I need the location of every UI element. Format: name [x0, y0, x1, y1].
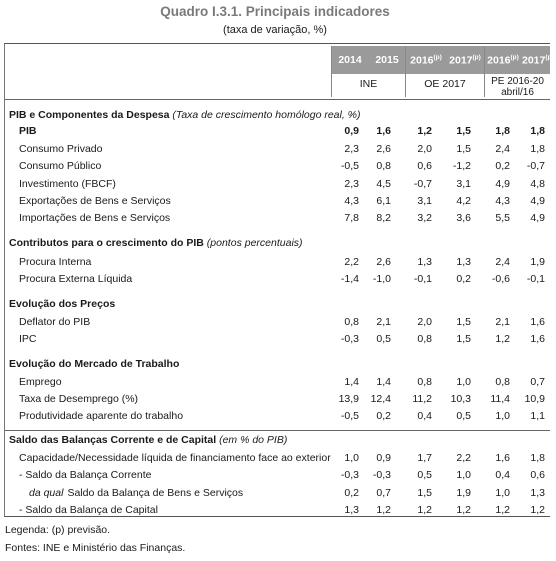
table-row-desemprego: Taxa de Desemprego (%) 13,9 12,4 11,2 10,3 11,4 10,9: [19, 393, 545, 405]
source-oe: OE 2017: [424, 78, 466, 90]
table-row-procura-interna: Procura Interna 2,2 2,6 1,3 1,3 2,4 1,9: [19, 256, 545, 268]
section-rule: [5, 430, 550, 431]
source-ine: INE: [359, 78, 378, 90]
section-mercado-trabalho: Evolução do Mercado de Trabalho: [9, 358, 180, 370]
section-contributos: Contributos para o crescimento do PIB (pontos percentuais): [9, 237, 303, 249]
section-saldo-balancas: Saldo das Balanças Corrente e de Capital (em % do PIB): [9, 434, 288, 446]
col-2014: 2014: [338, 54, 362, 66]
table-row-investimento: Investimento (FBCF) 2,3 4,5 -0,7 3,1 4,9 4,8: [19, 178, 545, 190]
col-2015: 2015: [375, 54, 399, 66]
section-pib: PIB e Componentes da Despesa (Taxa de crescimento homólogo real, %): [9, 109, 361, 121]
table-row-importacoes: Importações de Bens e Serviços 7,8 8,2 3,2 3,6 5,5 4,9: [19, 212, 545, 224]
table-row-deflator: Deflator do PIB 0,8 2,1 2,0 1,5 2,1 1,6: [19, 316, 545, 328]
table-row-consumo-publico: Consumo Público -0,5 0,8 0,6 -1,2 0,2 -0,7: [19, 160, 545, 172]
table-row-ipc: IPC -0,3 0,5 0,8 1,5 1,2 1,6: [19, 333, 545, 345]
table-title: Quadro I.3.1. Principais indicadores: [160, 4, 390, 19]
col-2017-pe: 2017$^{(p)}$: [522, 54, 554, 67]
section-precos: Evolução dos Preços: [9, 298, 116, 310]
table-row-emprego: Emprego 1,4 1,4 0,8 1,0 0,8 0,7: [19, 376, 545, 388]
table-row-capacidade: Capacidade/Necessidade líquida de financiamento face ao exterior 1,0 0,9 1,7 2,2 1,6 1,8: [19, 452, 545, 464]
source-pe: PE 2016-20 abril/16: [491, 76, 544, 98]
table-row-pib: PIB 0,9 1,6 1,2 1,5 1,8 1,8: [19, 125, 545, 137]
table-row-produtividade: Produtividade aparente do trabalho -0,5 0,2 0,4 0,5 1,0 1,1: [19, 410, 545, 422]
header-rule: [5, 99, 550, 100]
table-row-procura-externa: Procura Externa Líquida -1,4 -1,0 -0,1 0,2 -0,6 -0,1: [19, 273, 545, 285]
legend-note: Legenda: (p) previsão.: [5, 524, 111, 536]
table-row-exportacoes: Exportações de Bens e Serviços 4,3 6,1 3,1 4,2 4,3 4,9: [19, 195, 545, 207]
table-row-balanca-corrente: - Saldo da Balança Corrente -0,3 -0,3 0,5 1,0 0,4 0,6: [19, 469, 545, 481]
col-2017-oe: 2017$^{(p)}$: [449, 54, 481, 67]
col-2016-oe: 2016$^{(p)}$: [410, 54, 442, 67]
sources-note: Fontes: INE e Ministério das Finanças.: [5, 542, 186, 554]
table-row-consumo-privado: Consumo Privado 2,3 2,6 2,0 1,5 2,4 1,8: [19, 143, 545, 155]
table-row-balanca-capital: - Saldo da Balança de Capital 1,3 1,2 1,2 1,2 1,2 1,2: [19, 504, 545, 516]
table-row-balanca-bens-servicos: da qual Saldo da Balança de Bens e Serviços 0,2 0,7 1,5 1,9 1,0 1,3: [29, 487, 545, 499]
table-subtitle: (taxa de variação, %): [223, 24, 327, 36]
col-2016-pe: 2016$^{(p)}$: [487, 54, 519, 67]
